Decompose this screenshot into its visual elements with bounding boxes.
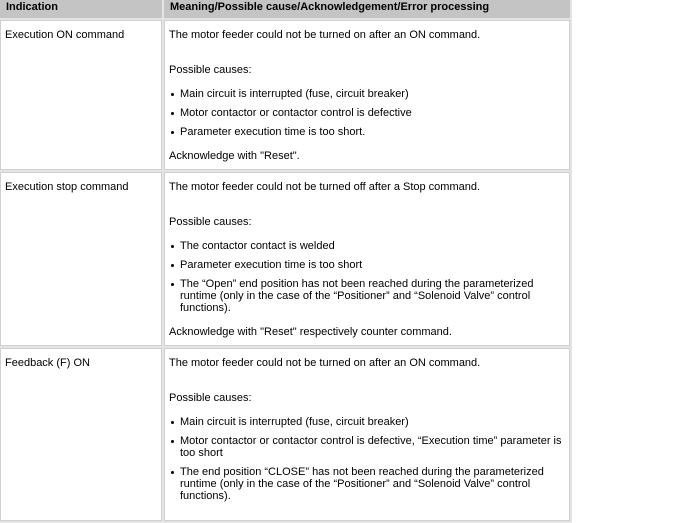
table-row — [0, 20, 570, 170]
header-meaning: Meaning/Possible cause/Acknowledgement/Error processing — [164, 0, 570, 18]
table-row — [0, 172, 570, 346]
meaning-cell — [164, 348, 570, 521]
list-item: The contactor contact is welded — [169, 240, 565, 252]
indication-cell: Execution ON command — [0, 20, 162, 170]
acknowledge-text: Acknowledge with "Reset". — [169, 150, 300, 162]
list-item: Parameter execution time is too short. — [169, 126, 565, 138]
table-row — [0, 348, 570, 521]
list-item: Motor contactor or contactor control is defective, “Execution time” parameter is too short — [169, 435, 565, 459]
possible-causes-label: Possible causes: — [169, 64, 252, 76]
list-item: The “Open” end position has not been reached during the parameterized runtime (only in the case of the “Positioner” and “Solenoid Valve” control functions). — [169, 278, 565, 314]
list-item: Parameter execution time is too short — [169, 259, 565, 271]
list-item: The end position “CLOSE” has not been reached during the parameterized runtime (only in the case of the “Positioner” and “Solenoid Valve” control functions). — [169, 466, 565, 502]
possible-causes-label: Possible causes: — [169, 392, 252, 404]
indication-cell: Feedback (F) ON — [0, 348, 162, 521]
causes-list — [169, 416, 565, 502]
header-indication: Indication — [0, 0, 162, 18]
causes-list — [169, 240, 565, 314]
meaning-cell — [164, 20, 570, 170]
list-item: Main circuit is interrupted (fuse, circuit breaker) — [169, 416, 565, 428]
table-header-row — [0, 0, 570, 18]
lead-text: The motor feeder could not be turned on after an ON command. — [169, 357, 481, 369]
acknowledge-text: Acknowledge with "Reset" respectively counter command. — [169, 326, 452, 338]
lead-text: The motor feeder could not be turned on after an ON command. — [169, 29, 481, 41]
possible-causes-label: Possible causes: — [169, 216, 252, 228]
indication-cell: Execution stop command — [0, 172, 162, 346]
causes-list — [169, 88, 565, 138]
lead-text: The motor feeder could not be turned off after a Stop command. — [169, 181, 481, 193]
meaning-cell — [164, 172, 570, 346]
list-item: Motor contactor or contactor control is defective — [169, 107, 565, 119]
list-item: Main circuit is interrupted (fuse, circuit breaker) — [169, 88, 565, 100]
